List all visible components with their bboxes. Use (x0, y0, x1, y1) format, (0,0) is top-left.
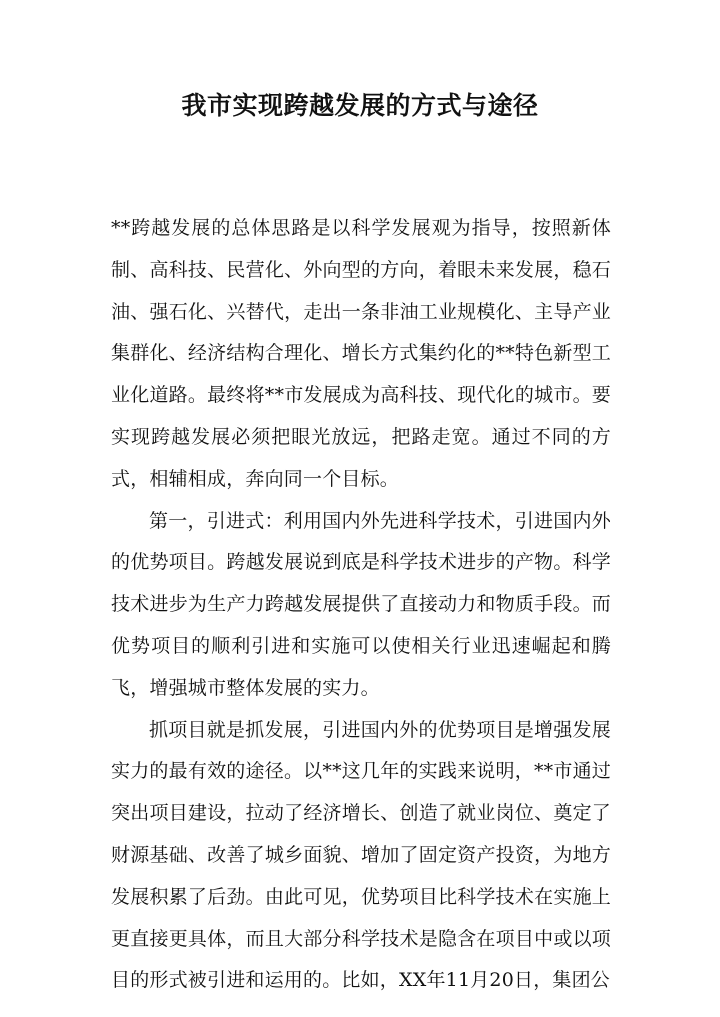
paragraph-2: 第一，引进式：利用国内外先进科学技术，引进国内外的优势项目。跨越发展说到底是科学技术进步的产物。科学技术进步为生产力跨越发展提供了直接动力和物质手段。而优势项目的顺利引进和实施可以使相关行业迅速崛起和腾飞，增强城市整体发展的实力。 (111, 509, 611, 699)
document-title: 我市实现跨越发展的方式与途径 (181, 91, 539, 120)
paragraph-3: 抓项目就是抓发展，引进国内外的优势项目是增强发展实力的最有效的途径。以**这几年的实践来说明，**市通过突出项目建设，拉动了经济增长、创造了就业岗位、奠定了财源基础、改善了城乡面貌、增加了固定资产投资，为地方发展积累了后劲。由此可见，优势项目比科学技术在实施上更直接更具体，而且大部分科学技术是隐含在项目中或以项目的形式被引进和运用的。比如，XX年11月20日，集团公 (111, 718, 611, 992)
document-body (111, 208, 611, 1002)
paragraph-1: **跨越发展的总体思路是以科学发展观为指导，按照新体制、高科技、民营化、外向型的方向，着眼未来发展，稳石油、强石化、兴替代，走出一条非油工业规模化、主导产业集群化、经济结构合理化、增长方式集约化的**特色新型工业化道路。最终将**市发展成为高科技、现代化的城市。要实现跨越发展必须把眼光放远，把路走宽。通过不同的方式，相辅相成，奔向同一个目标。 (111, 217, 611, 490)
